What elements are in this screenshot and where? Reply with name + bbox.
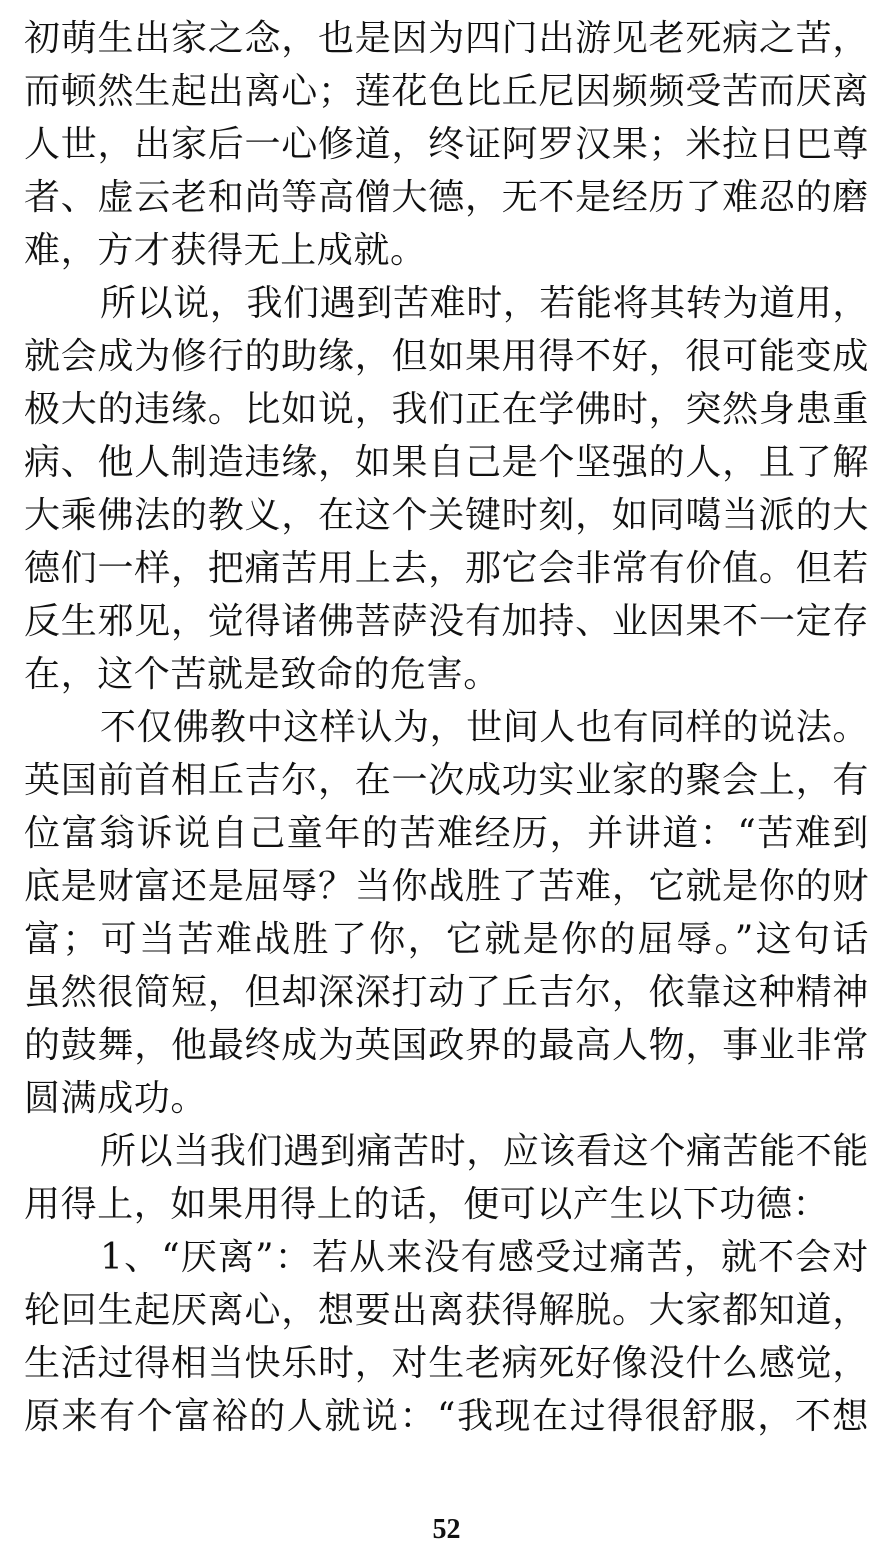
paragraph-first-line: 不仅佛教中这样认为，世间人也有同样的说法。 [100,707,869,748]
text-line: 极大的违缘。比如说，我们正在学佛时，突然身患重 [24,389,869,430]
page-number: 52 [432,1514,461,1545]
paragraph-first-line: 所以当我们遇到痛苦时，应该看这个痛苦能不能 [100,1131,869,1172]
text-line: 者、虚云老和尚等高僧大德，无不是经历了难忍的磨 [24,177,869,218]
text-line: 虽然很简短，但却深深打动了丘吉尔，依靠这种精神 [24,972,869,1013]
text-line: 大乘佛法的教义，在这个关键时刻，如同噶当派的大 [24,495,869,536]
text-line: 底是财富还是屈辱？当你战胜了苦难，它就是你的财 [24,866,869,907]
text-line: 轮回生起厌离心，想要出离获得解脱。大家都知道， [24,1290,869,1331]
text-line: 初萌生出家之念，也是因为四门出游见老死病之苦， [24,18,869,59]
text-line: 原来有个富裕的人就说：“我现在过得很舒服，不想 [24,1396,869,1437]
text-line: 在，这个苦就是致命的危害。 [24,654,500,695]
text-line: 人世，出家后一心修道，终证阿罗汉果；米拉日巴尊 [24,124,869,165]
paragraph-first-line: 1、“厌离”：若从来没有感受过痛苦，就不会对 [100,1237,869,1278]
text-line: 病、他人制造违缘，如果自己是个坚强的人，且了解 [24,442,869,483]
text-line: 英国前首相丘吉尔，在一次成功实业家的聚会上，有 [24,760,869,801]
text-line: 德们一样，把痛苦用上去，那它会非常有价值。但若 [24,548,869,589]
text-line: 用得上，如果用得上的话，便可以产生以下功德： [24,1184,830,1225]
text-line: 圆满成功。 [24,1078,208,1119]
text-line: 就会成为修行的助缘，但如果用得不好，很可能变成 [24,336,869,377]
text-line: 而顿然生起出离心；莲花色比丘尼因频频受苦而厌离 [24,71,869,112]
text-line: 富；可当苦难战胜了你，它就是你的屈辱。”这句话 [24,919,869,960]
text-line: 生活过得相当快乐时，对生老病死好像没什么感觉， [24,1343,869,1384]
text-line: 难，方才获得无上成就。 [24,230,427,271]
text-line: 的鼓舞，他最终成为英国政界的最高人物，事业非常 [24,1025,869,1066]
text-line: 反生邪见，觉得诸佛菩萨没有加持、业因果不一定存 [24,601,869,642]
body-text [24,12,869,1443]
text-line: 位富翁诉说自己童年的苦难经历，并讲道：“苦难到 [24,813,869,854]
paragraph-first-line: 所以说，我们遇到苦难时，若能将其转为道用， [100,283,869,324]
